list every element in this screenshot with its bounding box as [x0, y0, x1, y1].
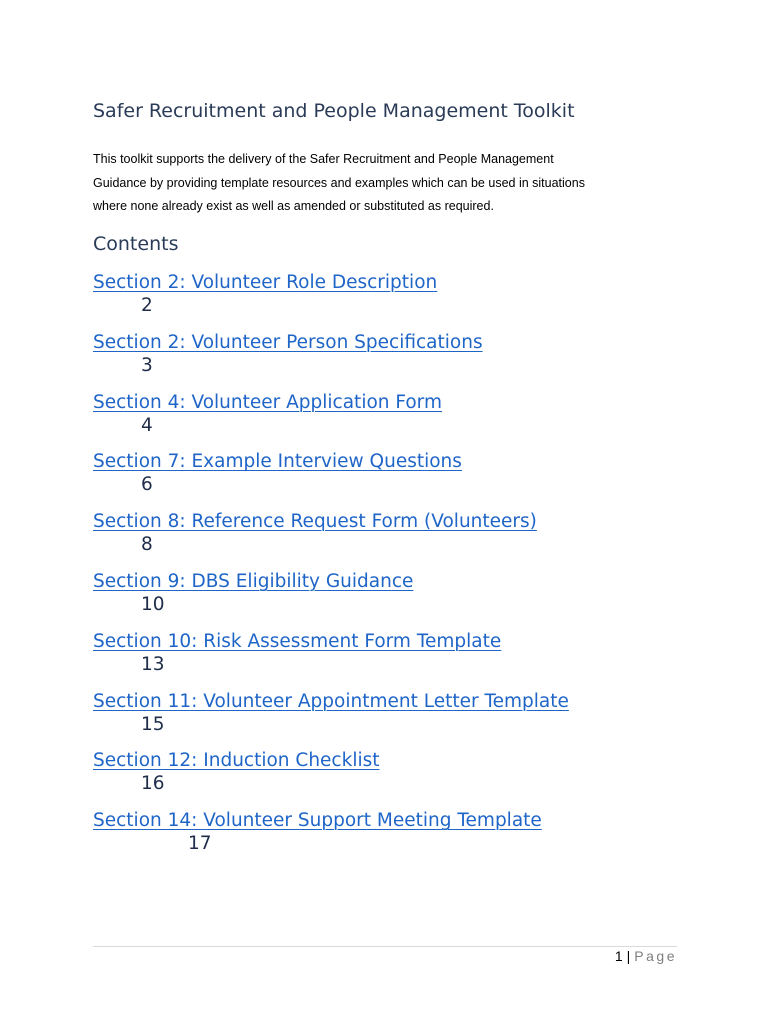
toc-entry — [93, 629, 713, 689]
toc-link-risk-assessment[interactable]: Section 10: Risk Assessment Form Template — [93, 630, 502, 652]
intro-line: where none already exist as well as amended or substituted as required. — [93, 199, 494, 213]
toc-link-appointment-letter[interactable]: Section 11: Volunteer Appointment Letter Template — [93, 690, 569, 712]
toc-page-number: 4 — [141, 414, 153, 436]
document-title: Safer Recruitment and People Management Toolkit — [93, 100, 575, 122]
footer-page-word: Page — [634, 948, 677, 964]
toc-entry — [93, 449, 713, 509]
intro-line: Guidance by providing template resources and examples which can be used in situations — [93, 175, 585, 190]
toc-page-number: 13 — [141, 653, 165, 675]
intro-line: This toolkit supports the delivery of the Safer Recruitment and People Management — [93, 152, 554, 166]
toc-page-number: 2 — [141, 295, 153, 316]
toc-entry — [93, 808, 713, 868]
toc-entry — [93, 330, 713, 390]
toc-entry — [93, 270, 713, 330]
toc-entry — [93, 569, 713, 629]
toc-entry — [93, 390, 713, 450]
intro-paragraph — [93, 148, 673, 219]
toc-page-number: 8 — [141, 534, 153, 556]
toc-entry — [93, 689, 713, 749]
toc-link-person-specifications[interactable]: Section 2: Volunteer Person Specifications — [93, 331, 483, 353]
toc-link-application-form[interactable]: Section 4: Volunteer Application Form — [93, 391, 442, 413]
toc-link-interview-questions[interactable]: Section 7: Example Interview Questions — [93, 451, 462, 473]
toc-page-number: 16 — [141, 773, 165, 795]
toc-link-dbs-eligibility[interactable]: Section 9: DBS Eligibility Guidance — [93, 570, 414, 592]
toc-entry — [93, 509, 713, 569]
contents-heading: Contents — [93, 233, 179, 255]
toc-page-number: 6 — [141, 474, 153, 496]
toc-page-number: 15 — [141, 713, 165, 735]
toc-link-role-description[interactable]: Section 2: Volunteer Role Description — [93, 272, 438, 293]
footer-divider — [93, 946, 677, 947]
toc-page-number: 10 — [141, 593, 165, 615]
page-footer — [615, 948, 677, 964]
toc-link-reference-request-form[interactable]: Section 8: Reference Request Form (Volunteers) — [93, 511, 537, 533]
toc-link-support-meeting[interactable]: Section 14: Volunteer Support Meeting Template — [93, 810, 542, 832]
toc-page-number: 17 — [188, 833, 212, 855]
table-of-contents — [93, 270, 713, 868]
toc-entry — [93, 748, 713, 808]
toc-page-number: 3 — [141, 354, 153, 376]
footer-page-number: 1 — [614, 948, 623, 964]
toc-link-induction-checklist[interactable]: Section 12: Induction Checklist — [93, 750, 380, 772]
footer-separator: | — [626, 948, 631, 964]
